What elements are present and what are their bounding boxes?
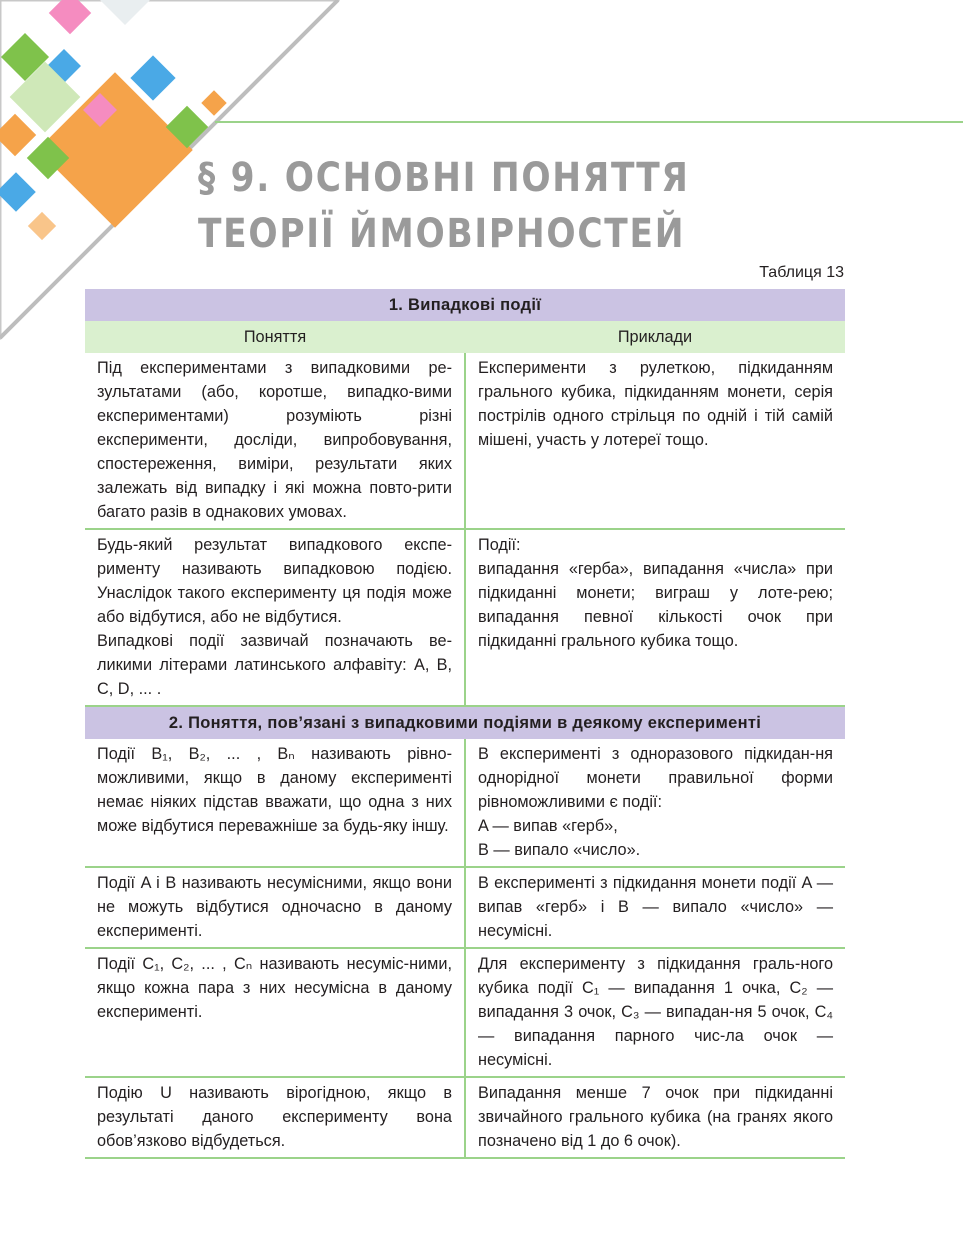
concepts-table — [85, 289, 845, 1159]
table-label: Таблиця 13 — [759, 264, 844, 281]
table-row — [85, 739, 845, 867]
concept-cell — [85, 529, 465, 706]
example-cell: В експерименті з підкидання монети події A — випав «герб» і B — випало «число» — несумісні. — [465, 867, 845, 948]
title-line-1: § 9. ОСНОВНІ ПОНЯТТЯ — [198, 155, 690, 201]
table-row — [85, 353, 845, 529]
example-text: A — випав «герб», — [478, 817, 618, 835]
table-row — [85, 1077, 845, 1158]
example-text: Події: — [478, 536, 521, 554]
example-text: B — випало «число». — [478, 841, 641, 859]
example-cell — [465, 739, 845, 867]
section-2-heading: 2. Поняття, пов’язані з випадковими подіями в деякому експерименті — [85, 706, 845, 739]
example-cell: Для експерименту з підкидання граль-ного кубика події C₁ — випадання 1 очка, C₂ — випадання 3 очок, C₃ — випадан-ня 5 очок, C₄ — випадання парного чис-ла очок — несумісні. — [465, 948, 845, 1077]
example-text: В експерименті з одноразового підкидан-ня однорідної монети правильної форми рівноможливими є події: — [478, 745, 834, 811]
concept-cell: Події C₁, C₂, ... , Cₙ називають несуміс-ними, якщо кожна пара з них несумісна в даному експерименті. — [85, 948, 465, 1077]
example-cell: Експерименти з рулеткою, підкиданням грального кубика, підкиданням монети, серія пострілів одного стрільця по одній і тій самій мішені, участь у лотереї тощо. — [465, 353, 845, 529]
column-header-concept: Поняття — [85, 321, 465, 353]
table-row — [85, 867, 845, 948]
column-header-examples: Приклади — [465, 321, 845, 353]
example-cell: Випадання менше 7 очок при підкиданні звичайного грального кубика (на гранях якого позначено від 1 до 6 очок). — [465, 1077, 845, 1158]
concept-cell: Подію U називають вірогідною, якщо в результаті даного експерименту вона обов’язково відбудеться. — [85, 1077, 465, 1158]
table-row — [85, 529, 845, 706]
concept-cell: Події B₁, B₂, ... , Bₙ називають рівно-можливими, якщо в даному експерименті немає ніяких підстав вважати, що одна з них може відбутися переважніше за будь-яку іншу. — [85, 739, 465, 867]
concept-cell: Під експериментами з випадковими ре-зультатами (або, коротше, випадко-вими експериментами) розуміють різні експерименти, досліди, випробовування, спостереження, виміри, результати яких залежать від випадку і які можна повто-рити багато разів в однакових умовах. — [85, 353, 465, 529]
example-cell — [465, 529, 845, 706]
concept-text: Будь-який результат випадкового експе-рименту називають випадковою подією. Унаслідок такого експерименту ця подія може або відбутися, або не відбутися. — [97, 536, 452, 626]
concept-cell: Події A і B називають несумісними, якщо вони не можуть відбутися одночасно в даному експерименті. — [85, 867, 465, 948]
header-rule — [215, 121, 963, 123]
example-text: випадання «герба», випадання «числа» при підкиданні монети; виграш у лоте-рею; випадання певної кількості очок при підкиданні грального кубика тощо. — [478, 560, 834, 650]
concept-text: Випадкові події зазвичай позначають ве-ликими літерами латинського алфавіту: A, B, C, D, ... . — [97, 632, 452, 698]
page-title — [198, 150, 690, 262]
section-1-heading: 1. Випадкові події — [85, 289, 845, 321]
table-row — [85, 948, 845, 1077]
title-line-2: ТЕОРІЇ ЙМОВІРНОСТЕЙ — [198, 211, 686, 257]
